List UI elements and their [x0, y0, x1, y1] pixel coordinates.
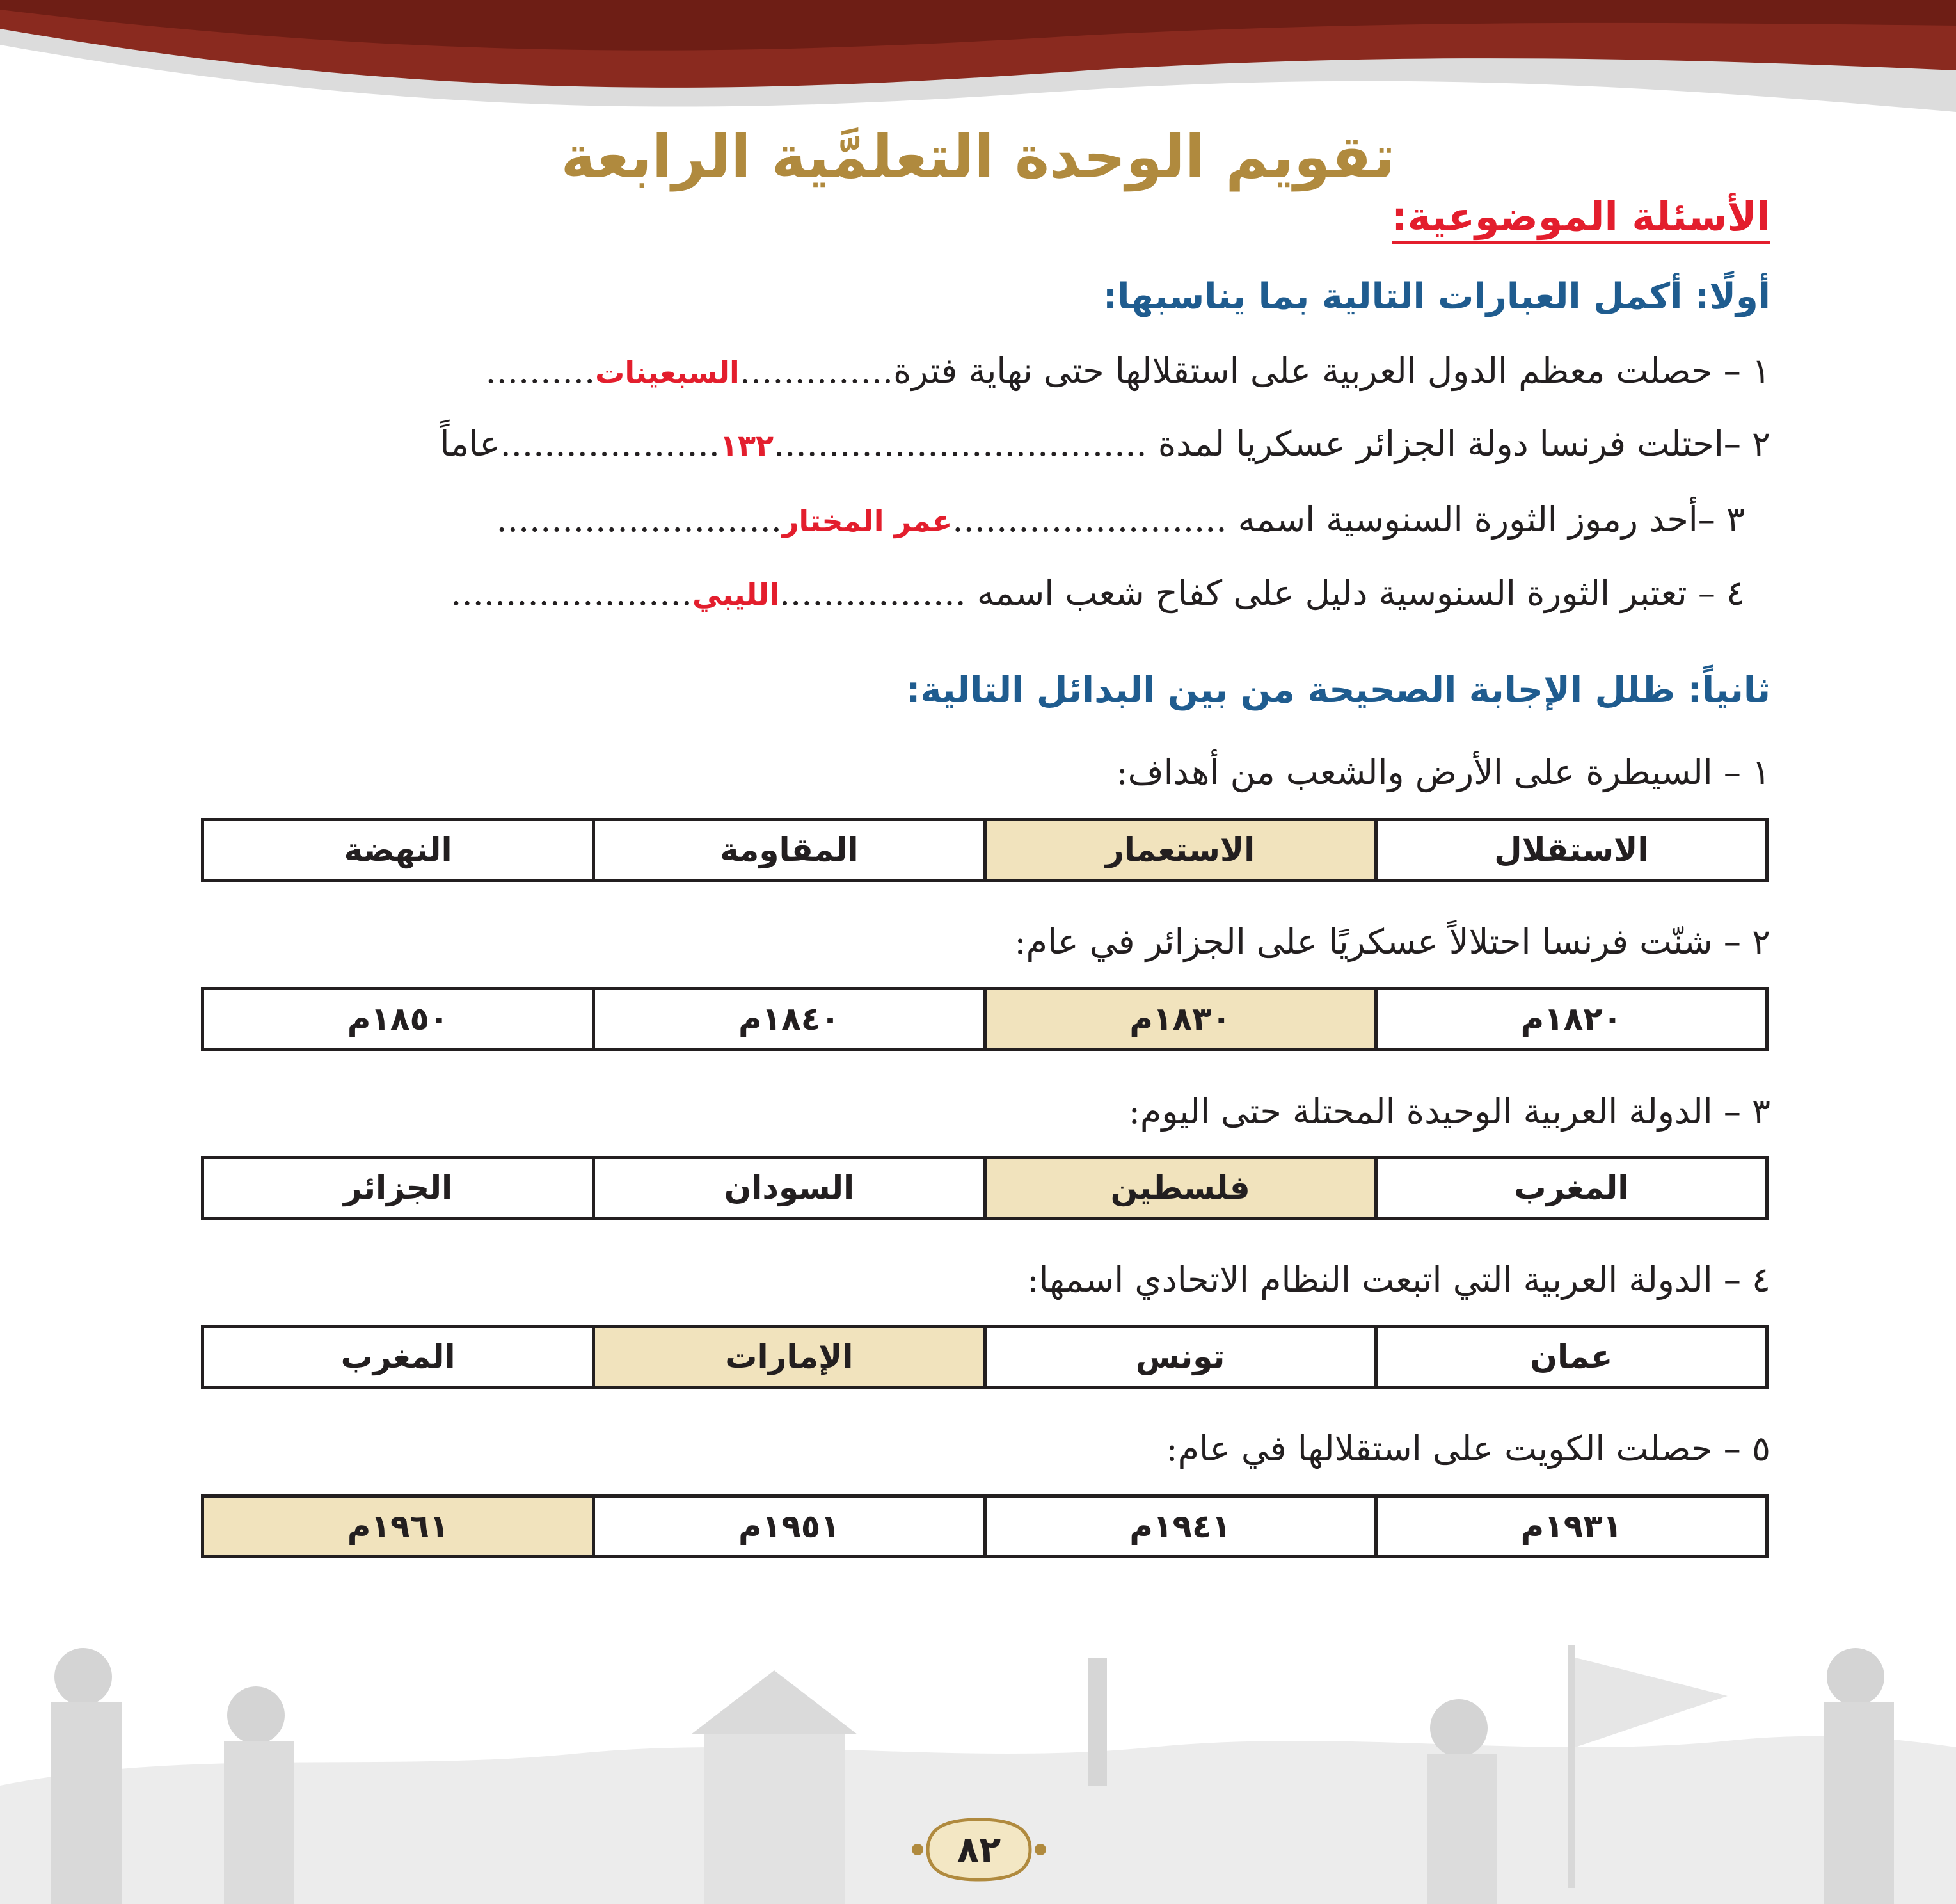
fill-item-tail: ....................عاماً: [440, 424, 720, 464]
mcq-options-1: [201, 818, 1769, 882]
fill-item-tail: ..........: [485, 351, 596, 391]
fill-item-text: ٣ –أحد رموز الثورة السنوسية اسمه .........................: [952, 499, 1745, 540]
top-banner: [0, 0, 1956, 141]
mcq-options-5: [201, 1494, 1769, 1558]
mcq-option[interactable]: المغرب: [1374, 1159, 1765, 1217]
mcq-option[interactable]: ١٨٥٠م: [347, 1000, 449, 1037]
fill-item-answer: السبعينات: [595, 355, 740, 390]
fill-item-2: [440, 424, 1770, 465]
section-heading: الأسئلة الموضوعية:: [1392, 195, 1770, 244]
mcq-option-selected[interactable]: الاستعمار: [983, 821, 1374, 879]
fill-item-answer: الليبي: [692, 577, 779, 612]
mcq-option[interactable]: تونس: [983, 1328, 1374, 1386]
mcq-option[interactable]: ١٨٤٠م: [592, 990, 983, 1048]
page-number-badge: [909, 1814, 1049, 1885]
mcq-options-2: [201, 987, 1769, 1051]
mcq-option[interactable]: عمان: [1374, 1328, 1765, 1386]
mcq-option[interactable]: السودان: [592, 1159, 983, 1217]
mcq-option[interactable]: ١٩٣١م: [1374, 1498, 1765, 1555]
mcq-option[interactable]: الاستقلال: [1374, 821, 1765, 879]
mcq-option[interactable]: المقاومة: [592, 821, 983, 879]
fill-item-tail: ..........................: [496, 499, 782, 540]
fill-item-text: ٤ – تعتبر الثورة السنوسية دليل على كفاح شعب اسمه .................: [779, 573, 1745, 613]
mcq-option[interactable]: المغرب: [340, 1338, 456, 1375]
mcq-options-4: [201, 1325, 1769, 1389]
page-title: تقويم الوحدة التعلمَّية الرابعة: [561, 123, 1395, 191]
mcq-option[interactable]: ١٩٤١م: [983, 1498, 1374, 1555]
mcq-option[interactable]: النهضة: [344, 831, 452, 868]
mcq-question-3: ٣ – الدولة العربية الوحيدة المحتلة حتى اليوم:: [1128, 1091, 1770, 1132]
mcq-question-4: ٤ – الدولة العربية التي اتبعت النظام الاتحادي اسمها:: [1027, 1260, 1770, 1300]
mcq-option[interactable]: الجزائر: [344, 1169, 453, 1206]
fill-item-answer: ١٣٢: [719, 428, 774, 463]
fill-item-text: ١ – حصلت معظم الدول العربية على استقلالها حتى نهاية فترة..............: [739, 351, 1770, 391]
mcq-question-2: ٢ – شنّت فرنسا احتلالاً عسكريًا على الجزائر في عام:: [1014, 922, 1770, 962]
mcq-option-selected[interactable]: الإمارات: [592, 1328, 983, 1386]
mcq-question-1: ١ – السيطرة على الأرض والشعب من أهداف:: [1116, 752, 1770, 792]
mcq-option-selected[interactable]: فلسطين: [983, 1159, 1374, 1217]
fill-item-3: [497, 499, 1745, 541]
part1-heading: أولًا: أكمل العبارات التالية بما يناسبها:: [1102, 276, 1770, 317]
mcq-option-selected[interactable]: ١٩٦١م: [204, 1498, 592, 1555]
mcq-option[interactable]: ١٩٥١م: [592, 1498, 983, 1555]
fill-item-text: ٢ –احتلت فرنسا دولة الجزائر عسكريا لمدة ..................................: [774, 424, 1770, 464]
page-number: ٨٢: [957, 1828, 1001, 1871]
fill-item-1: [485, 351, 1770, 392]
fill-item-tail: ......................: [450, 573, 692, 613]
mcq-question-5: ٥ – حصلت الكويت على استقلالها في عام:: [1166, 1428, 1770, 1469]
mcq-options-3: [201, 1156, 1769, 1220]
mcq-option-selected[interactable]: ١٨٣٠م: [983, 990, 1374, 1048]
fill-item-answer: عمر المختار: [781, 504, 953, 538]
mcq-option[interactable]: ١٨٢٠م: [1374, 990, 1765, 1048]
part2-heading: ثانياً: ظلل الإجابة الصحيحة من بين البدائل التالية:: [906, 669, 1770, 711]
fill-item-4: [450, 573, 1745, 614]
